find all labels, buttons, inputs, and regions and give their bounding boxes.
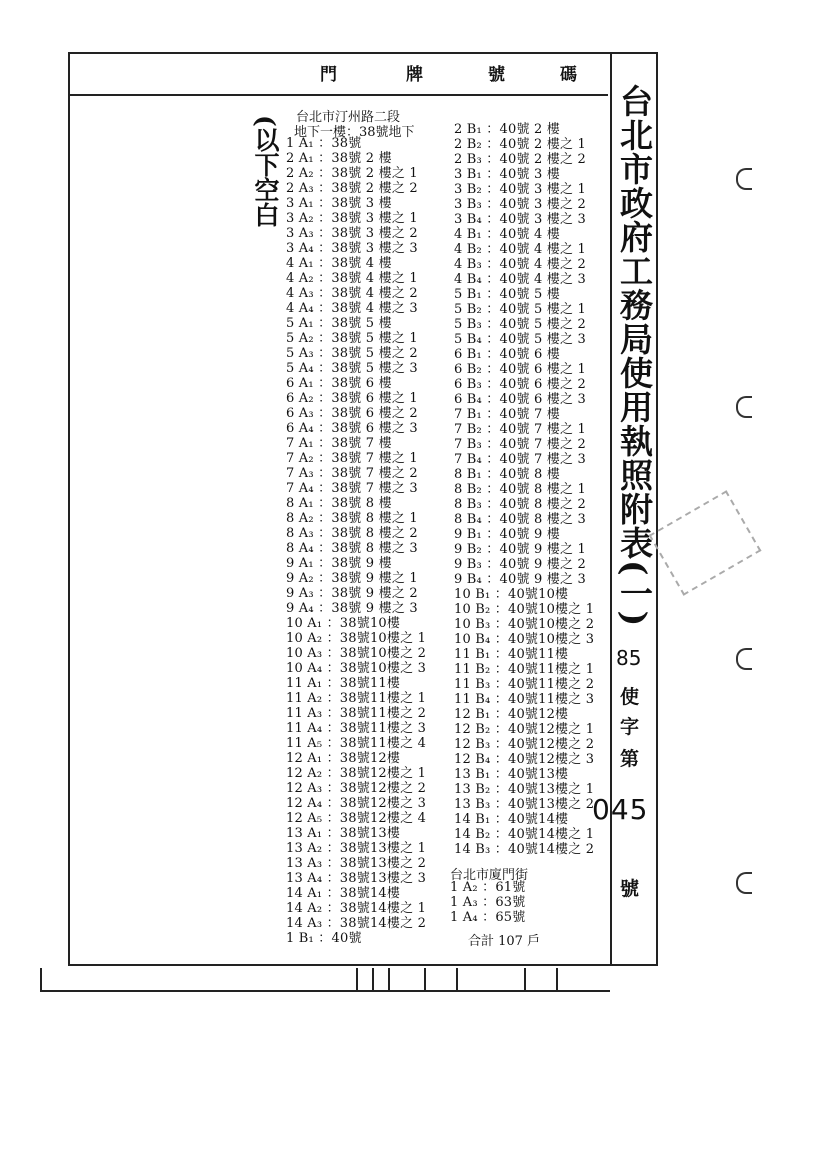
address-entry: 12 B₂ ：40號12樓之 1 xyxy=(454,722,595,737)
address-entry: 4 A₁ ：38號 4 樓 xyxy=(286,256,392,271)
address-entry: 3 B₂ ：40號 3 樓之 1 xyxy=(454,182,586,197)
address-entry: 2 B₃ ：40號 2 樓之 2 xyxy=(454,152,586,167)
document-title: 台北市政府工務局使用執照附表(一) xyxy=(615,84,654,628)
address-entry: 4 B₂ ：40號 4 樓之 1 xyxy=(454,242,586,257)
address-entry: 14 A₂ ：38號14樓之 1 xyxy=(286,901,427,916)
address-entry: 11 A₃ ：38號11樓之 2 xyxy=(286,706,427,721)
tick-mark xyxy=(388,968,390,992)
address-entry: 4 A₃ ：38號 4 樓之 2 xyxy=(286,286,418,301)
address-entry: 11 A₄ ：38號11樓之 3 xyxy=(286,721,427,736)
address-entry: 13 B₂ ：40號13樓之 1 xyxy=(454,782,595,797)
address-list-2 xyxy=(454,122,594,857)
address-entry: 10 A₄ ：38號10樓之 3 xyxy=(286,661,427,676)
address-entry: 6 A₁ ：38號 6 樓 xyxy=(286,376,392,391)
address-entry: 6 A₄ ：38號 6 樓之 3 xyxy=(286,421,418,436)
permit-number: 045 xyxy=(592,793,649,826)
permit-char-1: 使 xyxy=(620,686,640,708)
permit-char-2: 字 xyxy=(620,716,640,738)
address-entry: 14 A₁ ：38號14樓 xyxy=(286,886,401,901)
address-entry: 6 B₂ ：40號 6 樓之 1 xyxy=(454,362,586,377)
address-entry: 8 A₂ ：38號 8 樓之 1 xyxy=(286,511,418,526)
address-entry: 12 A₁ ：38號12樓 xyxy=(286,751,401,766)
address-entry: 5 A₁ ：38號 5 樓 xyxy=(286,316,392,331)
address-entry: 6 B₃ ：40號 6 樓之 2 xyxy=(454,377,586,392)
tick-mark xyxy=(40,968,42,992)
address-list-1 xyxy=(286,136,426,946)
address-entry: 7 A₂ ：38號 7 樓之 1 xyxy=(286,451,418,466)
address-entry: 3 B₃ ：40號 3 樓之 2 xyxy=(454,197,586,212)
address-entry: 14 B₃ ：40號14樓之 2 xyxy=(454,842,595,857)
address-entry: 1 A₂ ：61號 xyxy=(450,880,526,895)
address-entry: 8 B₂ ：40號 8 樓之 1 xyxy=(454,482,586,497)
address-entry: 13 A₃ ：38號13樓之 2 xyxy=(286,856,427,871)
address-entry: 3 A₂ ：38號 3 樓之 1 xyxy=(286,211,418,226)
address-entry: 10 B₂ ：40號10樓之 1 xyxy=(454,602,595,617)
address-entry: 7 B₂ ：40號 7 樓之 1 xyxy=(454,422,586,437)
address-entry: 12 A₂ ：38號12樓之 1 xyxy=(286,766,427,781)
address-entry: 1 A₃ ：63號 xyxy=(450,895,526,910)
address-entry: 9 B₂ ：40號 9 樓之 1 xyxy=(454,542,586,557)
address-entry: 1 B₁ ：40號 xyxy=(286,931,362,946)
address-entry: 10 B₃ ：40號10樓之 2 xyxy=(454,617,595,632)
address-entry: 5 B₃ ：40號 5 樓之 2 xyxy=(454,317,586,332)
header-label-2: 牌 xyxy=(406,65,425,85)
tick-mark xyxy=(372,968,374,992)
address-entry: 7 A₁ ：38號 7 樓 xyxy=(286,436,392,451)
address-entry: 8 B₁ ：40號 8 樓 xyxy=(454,467,560,482)
address-entry: 14 B₁ ：40號14樓 xyxy=(454,812,569,827)
address-entry: 7 B₃ ：40號 7 樓之 2 xyxy=(454,437,586,452)
address-entry: 7 A₄ ：38號 7 樓之 3 xyxy=(286,481,418,496)
address-entry: 12 B₁ ：40號12樓 xyxy=(454,707,569,722)
address-entry: 5 B₂ ：40號 5 樓之 1 xyxy=(454,302,586,317)
address-entry: 10 B₄ ：40號10樓之 3 xyxy=(454,632,595,647)
address-entry: 11 B₄ ：40號11樓之 3 xyxy=(454,692,595,707)
street-name-2: 台北市廈門街 xyxy=(450,868,529,883)
address-entry: 6 B₁ ：40號 6 樓 xyxy=(454,347,560,362)
address-entry: 2 B₂ ：40號 2 樓之 1 xyxy=(454,137,586,152)
address-entry: 10 B₁ ：40號10樓 xyxy=(454,587,569,602)
binder-hole-mark xyxy=(736,168,752,190)
street-name-1: 台北市汀州路二段 xyxy=(296,110,401,125)
address-entry: 10 A₃ ：38號10樓之 2 xyxy=(286,646,427,661)
basement-entry: 地下一樓：38號地下 xyxy=(294,125,415,140)
address-entry: 9 A₄ ：38號 9 樓之 3 xyxy=(286,601,418,616)
address-entry: 6 A₃ ：38號 6 樓之 2 xyxy=(286,406,418,421)
binder-hole-mark xyxy=(736,648,752,670)
header-label-3: 號 xyxy=(488,65,507,85)
address-entry: 4 A₄ ：38號 4 樓之 3 xyxy=(286,301,418,316)
header-label-1: 門 xyxy=(320,65,339,85)
address-entry: 12 A₃ ：38號12樓之 2 xyxy=(286,781,427,796)
address-entry: 3 A₃ ：38號 3 樓之 2 xyxy=(286,226,418,241)
address-entry: 11 B₁ ：40號11樓 xyxy=(454,647,569,662)
address-entry: 5 A₂ ：38號 5 樓之 1 xyxy=(286,331,418,346)
address-entry: 7 B₄ ：40號 7 樓之 3 xyxy=(454,452,586,467)
address-entry: 11 B₃ ：40號11樓之 2 xyxy=(454,677,595,692)
address-entry: 9 B₁ ：40號 9 樓 xyxy=(454,527,560,542)
address-entry: 3 A₁ ：38號 3 樓 xyxy=(286,196,392,211)
address-entry: 3 B₄ ：40號 3 樓之 3 xyxy=(454,212,586,227)
household-total: 合計 107 戶 xyxy=(468,934,541,949)
blank-note: (以下空白 xyxy=(251,115,280,227)
address-entry: 9 A₂ ：38號 9 樓之 1 xyxy=(286,571,418,586)
address-entry: 13 B₁ ：40號13樓 xyxy=(454,767,569,782)
address-entry: 4 B₄ ：40號 4 樓之 3 xyxy=(454,272,586,287)
address-entry: 8 A₁ ：38號 8 樓 xyxy=(286,496,392,511)
tick-mark xyxy=(556,968,558,992)
address-entry: 11 B₂ ：40號11樓之 1 xyxy=(454,662,595,677)
faint-stamp xyxy=(649,490,762,596)
address-entry: 13 A₁ ：38號13樓 xyxy=(286,826,401,841)
permit-year: 85 xyxy=(616,646,642,670)
permit-suffix: 號 xyxy=(620,878,640,900)
address-entry: 4 A₂ ：38號 4 樓之 1 xyxy=(286,271,418,286)
header-label-4: 碼 xyxy=(560,65,579,85)
address-entry: 14 B₂ ：40號14樓之 1 xyxy=(454,827,595,842)
address-entry: 3 A₄ ：38號 3 樓之 3 xyxy=(286,241,418,256)
address-list-3 xyxy=(450,880,525,925)
address-entry: 2 A₂ ：38號 2 樓之 1 xyxy=(286,166,418,181)
address-entry: 12 B₃ ：40號12樓之 2 xyxy=(454,737,595,752)
address-entry: 7 B₁ ：40號 7 樓 xyxy=(454,407,560,422)
address-entry: 1 A₄ ：65號 xyxy=(450,910,526,925)
table-header xyxy=(70,52,608,96)
address-entry: 2 A₁ ：38號 2 樓 xyxy=(286,151,392,166)
address-entry: 5 B₁ ：40號 5 樓 xyxy=(454,287,560,302)
address-entry: 2 B₁ ：40號 2 樓 xyxy=(454,122,560,137)
address-entry: 6 A₂ ：38號 6 樓之 1 xyxy=(286,391,418,406)
address-entry: 9 A₃ ：38號 9 樓之 2 xyxy=(286,586,418,601)
address-entry: 4 B₁ ：40號 4 樓 xyxy=(454,227,560,242)
address-entry: 12 A₄ ：38號12樓之 3 xyxy=(286,796,427,811)
address-entry: 5 B₄ ：40號 5 樓之 3 xyxy=(454,332,586,347)
address-entry: 8 B₄ ：40號 8 樓之 3 xyxy=(454,512,586,527)
address-entry: 12 B₄ ：40號12樓之 3 xyxy=(454,752,595,767)
permit-char-3: 第 xyxy=(620,748,640,770)
binder-hole-mark xyxy=(736,872,752,894)
tick-mark xyxy=(356,968,358,992)
tick-mark xyxy=(524,968,526,992)
address-entry: 2 A₃ ：38號 2 樓之 2 xyxy=(286,181,418,196)
address-entry: 5 A₄ ：38號 5 樓之 3 xyxy=(286,361,418,376)
address-entry: 4 B₃ ：40號 4 樓之 2 xyxy=(454,257,586,272)
address-entry: 9 B₄ ：40號 9 樓之 3 xyxy=(454,572,586,587)
address-entry: 8 A₃ ：38號 8 樓之 2 xyxy=(286,526,418,541)
address-entry: 8 B₃ ：40號 8 樓之 2 xyxy=(454,497,586,512)
address-entry: 11 A₂ ：38號11樓之 1 xyxy=(286,691,427,706)
address-entry: 7 A₃ ：38號 7 樓之 2 xyxy=(286,466,418,481)
address-entry: 1 A₁ ：38號 xyxy=(286,136,362,151)
address-entry: 14 A₃ ：38號14樓之 2 xyxy=(286,916,427,931)
address-entry: 10 A₂ ：38號10樓之 1 xyxy=(286,631,427,646)
address-entry: 10 A₁ ：38號10樓 xyxy=(286,616,401,631)
address-entry: 12 A₅ ：38號12樓之 4 xyxy=(286,811,427,826)
tick-mark xyxy=(424,968,426,992)
binder-hole-mark xyxy=(736,396,752,418)
address-entry: 9 B₃ ：40號 9 樓之 2 xyxy=(454,557,586,572)
tick-mark xyxy=(456,968,458,992)
address-entry: 13 A₂ ：38號13樓之 1 xyxy=(286,841,427,856)
address-entry: 3 B₁ ：40號 3 樓 xyxy=(454,167,560,182)
address-entry: 6 B₄ ：40號 6 樓之 3 xyxy=(454,392,586,407)
address-entry: 13 B₃ ：40號13樓之 2 xyxy=(454,797,595,812)
address-entry: 11 A₅ ：38號11樓之 4 xyxy=(286,736,427,751)
address-entry: 13 A₄ ：38號13樓之 3 xyxy=(286,871,427,886)
address-entry: 9 A₁ ：38號 9 樓 xyxy=(286,556,392,571)
address-entry: 5 A₃ ：38號 5 樓之 2 xyxy=(286,346,418,361)
address-entry: 11 A₁ ：38號11樓 xyxy=(286,676,401,691)
address-entry: 8 A₄ ：38號 8 樓之 3 xyxy=(286,541,418,556)
